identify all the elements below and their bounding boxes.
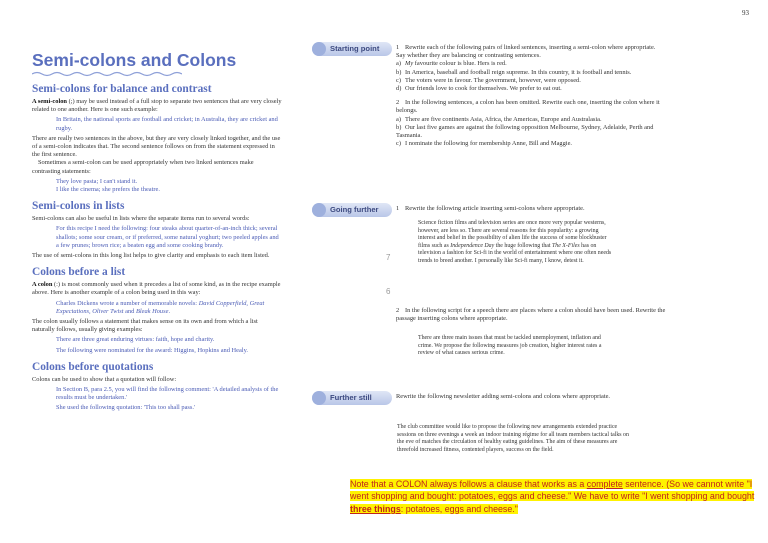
paragraph: Colons can be used to show that a quotation will follow: [32,375,177,383]
margin-digit: 6 [386,287,391,296]
text: has on television a fashion for Sci-fi in the world of entertainment where one often needs trends to breed another. I personally like Sci-fi many, I know, detest it. [418,242,612,264]
underlined-word: three things [350,503,401,514]
item-letter: b) [396,123,402,131]
item-text: In America, baseball and football reign supreme. In this country, it is football and tennis. [405,68,632,76]
further-still-instruction: Rewrite the following newsletter adding semi-colons and colons where appropriate. [396,393,611,400]
question-number: 2 [396,99,400,107]
example: In Britain, the national sports are football and cricket; in Australia, they are cricket and rugby. [56,116,278,132]
text: : potatoes, eggs and cheese." [400,503,518,514]
example: She used the following quotation: 'This too shall pass.' [56,404,196,412]
italic-text: My [405,60,414,68]
text: and [123,307,136,315]
italic-text: Independence Day [450,242,495,249]
list-item [396,124,661,140]
text: Charles Dickens wrote a number of memorable novels: [56,299,199,307]
section-heading-balance: Semi-colons for balance and contrast [32,83,212,95]
tab-going-further: Going further [312,203,392,217]
paragraph [32,281,282,297]
item-letter: a) [396,60,401,68]
paragraph: Sometimes a semi-colon can be used appropriately when two linked sentences make contrasting statements: [32,159,254,175]
item-text: The voters were in favour. The government, however, were opposed. [405,76,581,84]
tab-starting-point: Starting point [312,42,392,56]
section-heading-quotations: Colons before quotations [32,360,154,373]
item-text: I nominate the following for membership Anne, Bill and Maggie. [405,140,573,148]
item-letter: b) [396,68,402,76]
item-text: Our last five games are against the following opposition Melbourne, Sydney, Adelaide, Perth and Tasmania. [396,123,654,140]
list-item [396,60,661,68]
paragraph: There are really two sentences in the above, but they are very closely linked together, and the use of a semi-colon indicates that. The second sentence follows on from the statement expressed in the first sentence. [32,134,281,159]
question-text: Rewrite the following article inserting semi-colons where appropriate. [405,205,585,212]
example: I like the cinema; she prefers the theatre. [56,186,160,194]
text: (:) is most commonly used when it precedes a list of some kind, as in the recipe example above. Here is another example of a colon being used in this way: [32,281,281,297]
italic-text: The X-Files [552,242,580,249]
item-text: There are five continents Asia, Africa, the Americas, Europe and Australasia. [405,115,602,123]
text: (;) may be used instead of a full stop to separate two sentences that are very closely related to one another. Here is one such example: [32,98,282,114]
text: sentence. (So we cannot write "I went shopping and bought: potatoes, eggs and cheese." We have to write "I went shopping and bought [350,479,755,502]
text: the huge following that [494,242,552,249]
question-number: 1 [396,205,400,212]
item-letter: a) [396,115,401,123]
highlighted-note [350,478,765,515]
question-1 [396,44,661,60]
example: For this recipe I need the following: four steaks about quarter-of-an-inch thick; several shallots; some sour cream, or if preferred, some natural yoghurt; two peeled apples and a few prunes; brown rice; a beaten egg and some cooking brandy. [56,225,279,249]
margin-digit: 7 [386,253,391,262]
question-2 [396,99,661,115]
question-number: 1 [396,44,400,51]
left-column [32,50,282,413]
paragraph [32,98,282,114]
italic-text: David Copperfield, Great Expectations, Oliver Twist [56,299,265,315]
list-item [396,116,661,124]
underlined-word: complete [586,479,623,489]
list-item [396,69,661,77]
list-item [396,77,661,85]
example: There are three great enduring virtues: faith, hope and charity. [56,336,215,344]
question-text: Rewrite each of the following pairs of linked sentences, inserting a semi-colon where appropriate. Say whether they are balancing or contrasting sentences. [396,44,656,60]
question-2 [396,307,666,323]
question-text: In the following script for a speech there are places where a colon should have been used. Rewrite the passage inserting colons where appropriate. [396,307,666,323]
example: The following were nominated for the award: Higgins, Hopkins and Healy. [56,346,248,354]
item-letter: c) [396,140,401,148]
item-letter: d) [396,85,402,93]
title-wave-decoration [32,71,182,77]
list-item [396,85,661,93]
item-text: favourite colour is blue. Hers is red. [413,60,507,68]
page-title: Semi-colons and Colons [32,50,237,70]
text: Note that a COLON always follows a clause that works as a [350,479,587,489]
item-text: Our friends love to cook for themselves. We prefer to eat out. [405,85,562,93]
speech-box: There are three main issues that must be tackled unemployment, inflation and crime. We propose the following measures job creation, higher interest rates a review of what causes serious crime. [418,335,602,357]
section-heading-lists: Semi-colons in lists [32,200,125,213]
article-box [418,220,616,266]
list-item [396,140,661,148]
going-further-q2 [396,307,666,323]
text: Science fiction films and television series are once more very popular westerns, however, are less so. There are several reasons for this popularity: a growing interest and belief in the possibility of alien life the success of some blockbuster films such as [418,220,607,249]
page-number: 93 [742,9,749,17]
starting-point-questions [396,44,661,148]
paragraph: The use of semi-colons in this long list helps to give clarity and emphasis to each item listed. [32,252,270,260]
example: They love pasta; I can't stand it. [56,177,138,185]
item-letter: c) [396,76,401,84]
going-further-q1 [396,205,666,213]
example [56,300,282,316]
question-text: In the following sentences, a colon has been omitted. Rewrite each one, inserting the colon where it belongs. [396,99,660,115]
italic-text: Bleak House [135,307,169,315]
question-number: 2 [396,307,400,314]
newsletter-box: The club committee would like to propose the following new arrangements extended practice sessions on three evenings a week an indoor training régime for all team members tactical talks on the eve of matches the circulation of healthy eating guidelines. The aim of these measures are threefold increased fitness, contented players, success on the field. [397,424,629,453]
question-1 [396,205,666,213]
term-bold: A semi-colon [32,98,67,105]
paragraph: The colon usually follows a statement that makes sense on its own and from which a list naturally follows, usually giving examples: [32,318,258,334]
paragraph: Semi-colons can also be useful in lists where the separate items run to several words: [32,215,250,223]
example: In Section B, para 2.5, you will find the following comment: 'A detailed analysis of the results must be undertaken.' [56,386,279,402]
text: . [168,307,171,315]
section-heading-colons-list: Colons before a list [32,266,126,279]
tab-further-still: Further still [312,391,392,405]
term-bold: A colon [32,281,53,289]
note-text [350,479,754,514]
